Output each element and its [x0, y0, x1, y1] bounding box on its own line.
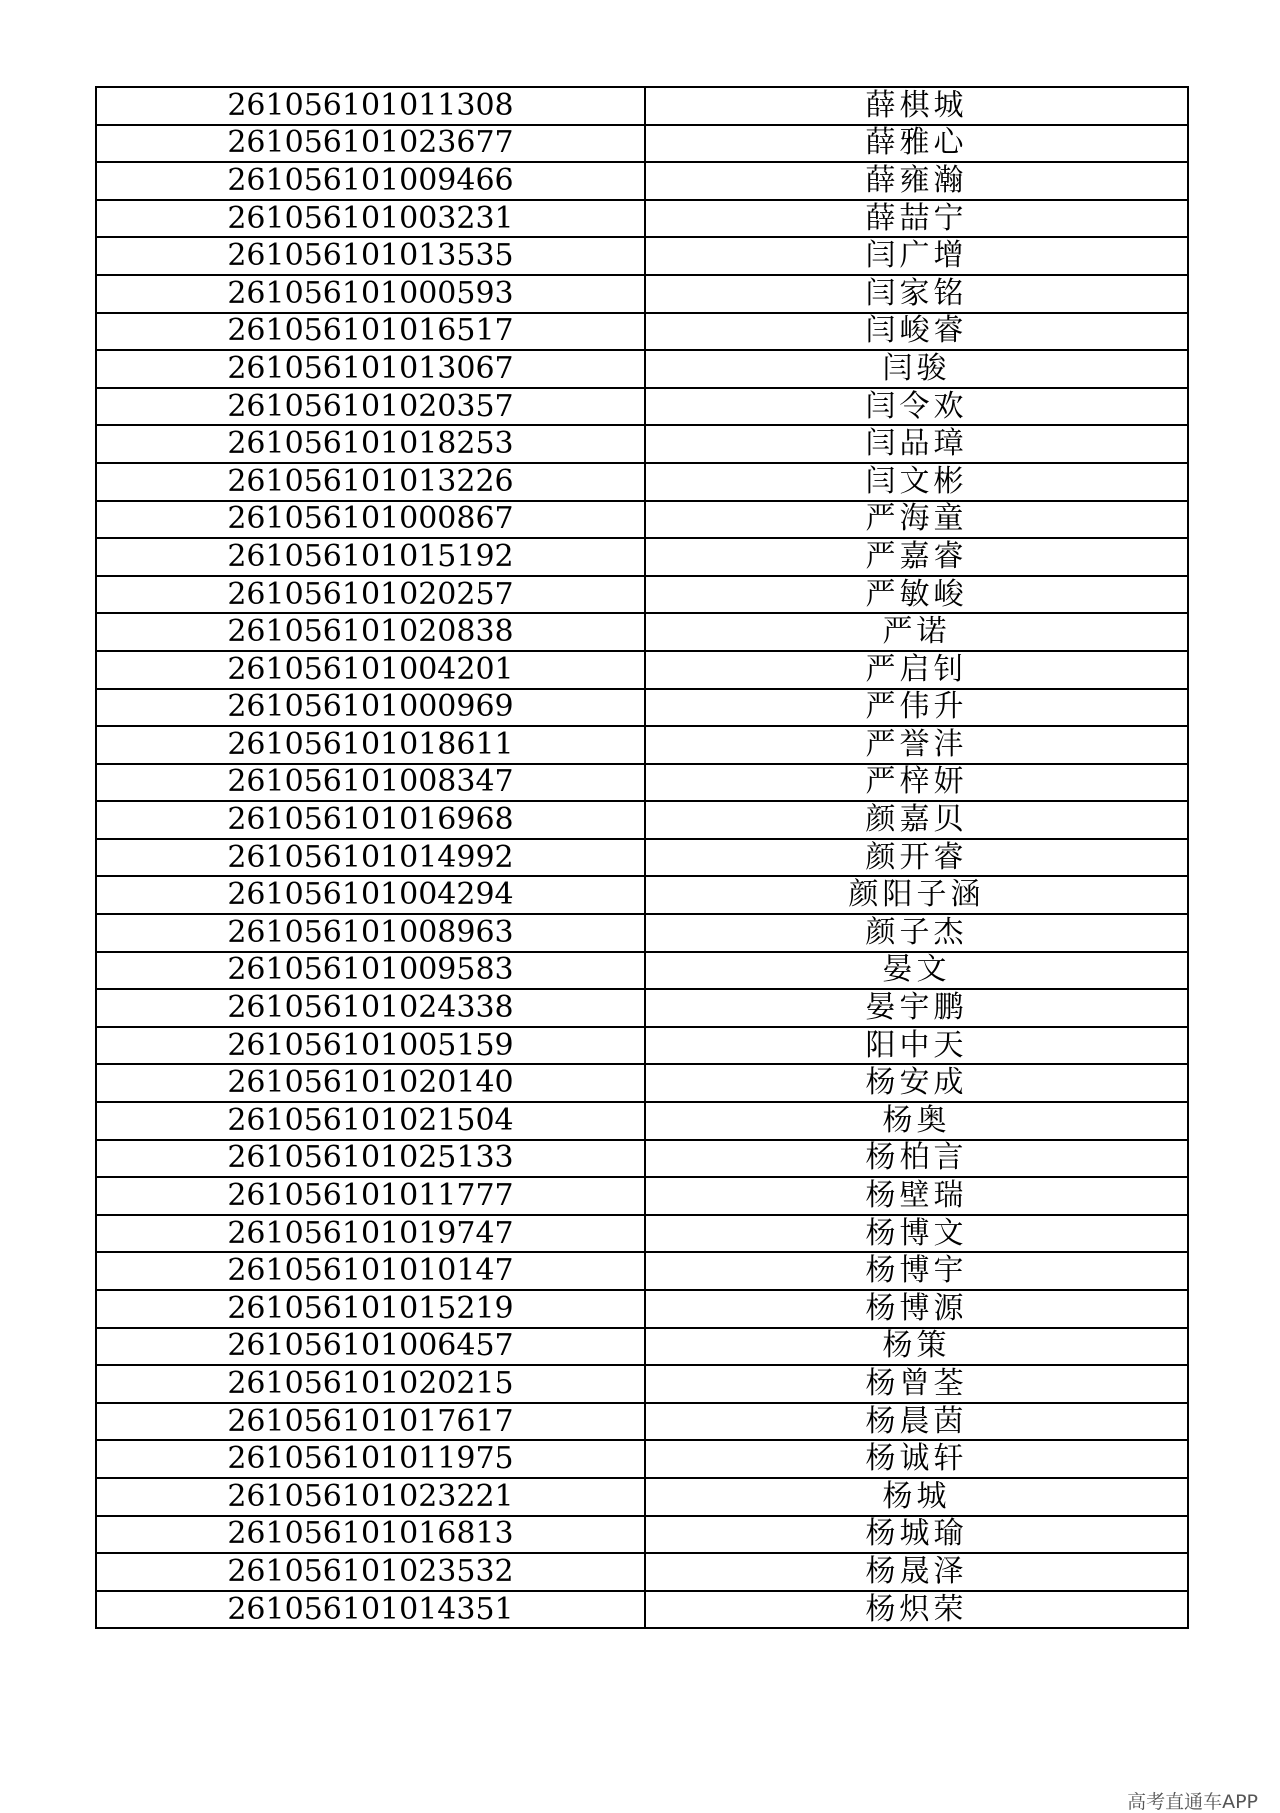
table-row: [96, 538, 1188, 576]
candidate-id-cell: 261056101025133: [96, 1140, 645, 1178]
table-row: [96, 1064, 1188, 1102]
table-row: [96, 1027, 1188, 1065]
candidate-id-cell: 261056101004294: [96, 876, 645, 914]
candidate-name-cell: 闫广增: [645, 237, 1188, 275]
table-row: [96, 463, 1188, 501]
candidate-name-cell: 薛棋城: [645, 87, 1188, 125]
candidate-name-cell: 颜嘉贝: [645, 801, 1188, 839]
candidate-id-cell: 261056101011777: [96, 1177, 645, 1215]
candidate-id-cell: 261056101016968: [96, 801, 645, 839]
candidate-name-cell: 杨策: [645, 1328, 1188, 1366]
candidate-name-cell: 薛雅心: [645, 125, 1188, 163]
table-row: [96, 576, 1188, 614]
table-row: [96, 388, 1188, 426]
table-row: [96, 275, 1188, 313]
roster-table: [95, 86, 1189, 1629]
candidate-id-cell: 261056101013226: [96, 463, 645, 501]
table-row: [96, 1328, 1188, 1366]
candidate-name-cell: 杨炽荣: [645, 1591, 1188, 1629]
candidate-name-cell: 杨博源: [645, 1290, 1188, 1328]
candidate-name-cell: 晏宇鹏: [645, 989, 1188, 1027]
candidate-name-cell: 颜阳子涵: [645, 876, 1188, 914]
candidate-id-cell: 261056101000867: [96, 501, 645, 539]
table-row: [96, 1365, 1188, 1403]
candidate-id-cell: 261056101021504: [96, 1102, 645, 1140]
table-row: [96, 1290, 1188, 1328]
candidate-name-cell: 严誉沣: [645, 726, 1188, 764]
watermark-text: 高考直通车APP: [1127, 1791, 1258, 1813]
candidate-name-cell: 杨曾荃: [645, 1365, 1188, 1403]
candidate-name-cell: 晏文: [645, 952, 1188, 990]
candidate-id-cell: 261056101011975: [96, 1440, 645, 1478]
candidate-id-cell: 261056101023677: [96, 125, 645, 163]
candidate-id-cell: 261056101004201: [96, 651, 645, 689]
candidate-name-cell: 杨城瑜: [645, 1516, 1188, 1554]
table-row: [96, 162, 1188, 200]
candidate-id-cell: 261056101017617: [96, 1403, 645, 1441]
table-row: [96, 1177, 1188, 1215]
candidate-name-cell: 杨安成: [645, 1064, 1188, 1102]
table-row: [96, 501, 1188, 539]
candidate-id-cell: 261056101023221: [96, 1478, 645, 1516]
table-row: [96, 200, 1188, 238]
candidate-id-cell: 261056101018611: [96, 726, 645, 764]
table-row: [96, 87, 1188, 125]
candidate-id-cell: 261056101016813: [96, 1516, 645, 1554]
table-row: [96, 952, 1188, 990]
candidate-name-cell: 杨晨茵: [645, 1403, 1188, 1441]
candidate-name-cell: 严海童: [645, 501, 1188, 539]
candidate-id-cell: 261056101019747: [96, 1215, 645, 1253]
table-row: [96, 1102, 1188, 1140]
candidate-name-cell: 薛雍瀚: [645, 162, 1188, 200]
candidate-id-cell: 261056101023532: [96, 1553, 645, 1591]
candidate-name-cell: 颜开睿: [645, 839, 1188, 877]
candidate-id-cell: 261056101020257: [96, 576, 645, 614]
candidate-name-cell: 严启钊: [645, 651, 1188, 689]
candidate-id-cell: 261056101015219: [96, 1290, 645, 1328]
candidate-id-cell: 261056101003231: [96, 200, 645, 238]
table-row: [96, 1215, 1188, 1253]
candidate-id-cell: 261056101018253: [96, 425, 645, 463]
candidate-name-cell: 杨奥: [645, 1102, 1188, 1140]
candidate-name-cell: 杨城: [645, 1478, 1188, 1516]
candidate-id-cell: 261056101008963: [96, 914, 645, 952]
candidate-id-cell: 261056101011308: [96, 87, 645, 125]
candidate-id-cell: 261056101014351: [96, 1591, 645, 1629]
table-row: [96, 313, 1188, 351]
candidate-name-cell: 严敏峻: [645, 576, 1188, 614]
candidate-id-cell: 261056101010147: [96, 1252, 645, 1290]
candidate-name-cell: 闫骏: [645, 350, 1188, 388]
table-row: [96, 350, 1188, 388]
candidate-name-cell: 杨晟泽: [645, 1553, 1188, 1591]
candidate-name-cell: 闫令欢: [645, 388, 1188, 426]
candidate-id-cell: 261056101000969: [96, 689, 645, 727]
candidate-name-cell: 杨博文: [645, 1215, 1188, 1253]
candidate-id-cell: 261056101009583: [96, 952, 645, 990]
table-row: [96, 425, 1188, 463]
candidate-id-cell: 261056101014992: [96, 839, 645, 877]
candidate-id-cell: 261056101005159: [96, 1027, 645, 1065]
candidate-name-cell: 杨博宇: [645, 1252, 1188, 1290]
candidate-name-cell: 闫家铭: [645, 275, 1188, 313]
table-row: [96, 1591, 1188, 1629]
candidate-id-cell: 261056101009466: [96, 162, 645, 200]
table-row: [96, 651, 1188, 689]
candidate-name-cell: 闫文彬: [645, 463, 1188, 501]
candidate-name-cell: 杨柏言: [645, 1140, 1188, 1178]
candidate-id-cell: 261056101013535: [96, 237, 645, 275]
candidate-name-cell: 杨诚轩: [645, 1440, 1188, 1478]
candidate-name-cell: 严伟升: [645, 689, 1188, 727]
candidate-id-cell: 261056101016517: [96, 313, 645, 351]
table-row: [96, 726, 1188, 764]
candidate-name-cell: 杨壁瑞: [645, 1177, 1188, 1215]
candidate-name-cell: 阳中天: [645, 1027, 1188, 1065]
candidate-id-cell: 261056101020838: [96, 613, 645, 651]
candidate-name-cell: 严诺: [645, 613, 1188, 651]
candidate-name-cell: 闫品璋: [645, 425, 1188, 463]
table-row: [96, 801, 1188, 839]
table-row: [96, 125, 1188, 163]
candidate-id-cell: 261056101008347: [96, 764, 645, 802]
table-row: [96, 914, 1188, 952]
table-row: [96, 876, 1188, 914]
table-row: [96, 689, 1188, 727]
table-row: [96, 1403, 1188, 1441]
candidate-name-cell: 严梓妍: [645, 764, 1188, 802]
candidate-id-cell: 261056101020140: [96, 1064, 645, 1102]
table-row: [96, 1553, 1188, 1591]
table-row: [96, 1140, 1188, 1178]
candidate-id-cell: 261056101015192: [96, 538, 645, 576]
table-row: [96, 1252, 1188, 1290]
roster-body: [96, 87, 1188, 1628]
candidate-id-cell: 261056101020215: [96, 1365, 645, 1403]
table-row: [96, 764, 1188, 802]
candidate-name-cell: 颜子杰: [645, 914, 1188, 952]
table-row: [96, 613, 1188, 651]
table-row: [96, 1478, 1188, 1516]
candidate-name-cell: 闫峻睿: [645, 313, 1188, 351]
table-row: [96, 1440, 1188, 1478]
table-row: [96, 1516, 1188, 1554]
candidate-id-cell: 261056101013067: [96, 350, 645, 388]
table-row: [96, 237, 1188, 275]
candidate-name-cell: 薛喆宁: [645, 200, 1188, 238]
candidate-name-cell: 严嘉睿: [645, 538, 1188, 576]
candidate-id-cell: 261056101020357: [96, 388, 645, 426]
table-row: [96, 989, 1188, 1027]
candidate-id-cell: 261056101024338: [96, 989, 645, 1027]
table-row: [96, 839, 1188, 877]
candidate-id-cell: 261056101006457: [96, 1328, 645, 1366]
candidate-id-cell: 261056101000593: [96, 275, 645, 313]
